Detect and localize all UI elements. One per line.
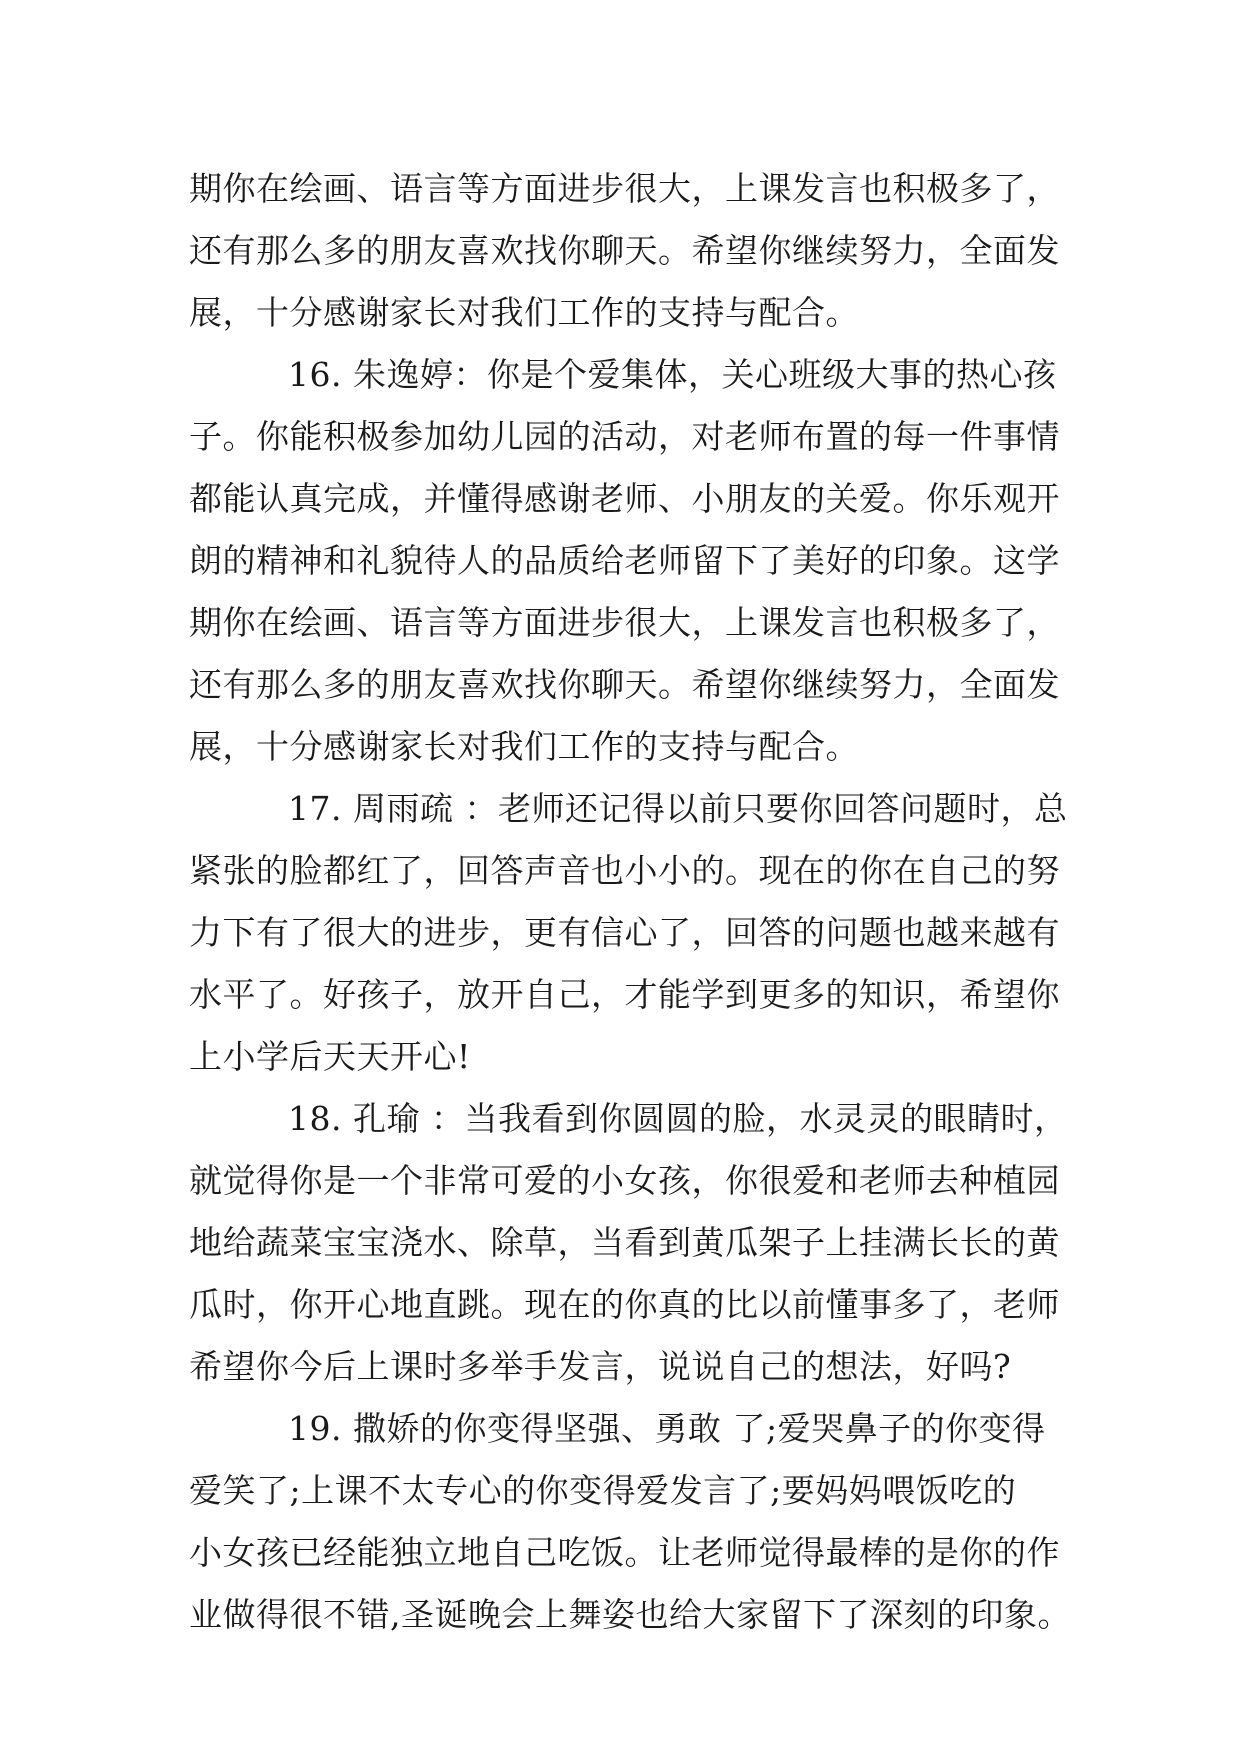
paragraph-17-start: 17. 周雨疏 ：老师还记得以前只要你回答问题时，总 [288, 789, 1068, 828]
text-line: 期你在绘画、语言等方面进步很大，上课发言也积极多了， [189, 169, 1060, 208]
text-line: 展，十分感谢家长对我们工作的支持与配合。 [189, 293, 859, 332]
text-line: 还有那么多的朋友喜欢找你聊天。希望你继续努力，全面发 [189, 231, 1060, 270]
paragraph-16-start: 16. 朱逸婷：你是个爱集体，关心班级大事的热心孩 [288, 355, 1057, 394]
text-line: 紧张的脸都红了，回答声音也小小的。现在的你在自己的努 [189, 851, 1060, 890]
text-line: 就觉得你是一个非常可爱的小女孩，你很爱和老师去种植园 [189, 1161, 1060, 1200]
text-line: 子。你能积极参加幼儿园的活动，对老师布置的每一件事情 [189, 417, 1060, 456]
text-line: 小女孩已经能独立地自己吃饭。让老师觉得最棒的是你的作 [189, 1533, 1060, 1572]
text-line: 水平了。好孩子，放开自己，才能学到更多的知识，希望你 [189, 975, 1060, 1014]
paragraph-18-start: 18. 孔瑜 ：当我看到你圆圆的脸，水灵灵的眼睛时， [288, 1099, 1068, 1138]
text-line: 瓜时，你开心地直跳。现在的你真的比以前懂事多了，老师 [189, 1285, 1060, 1324]
text-line: 希望你今后上课时多举手发言，说说自己的想法，好吗? [189, 1347, 1012, 1386]
text-line: 朗的精神和礼貌待人的品质给老师留下了美好的印象。这学 [189, 541, 1060, 580]
text-line: 地给蔬菜宝宝浇水、除草，当看到黄瓜架子上挂满长长的黄 [189, 1223, 1060, 1262]
text-line: 期你在绘画、语言等方面进步很大，上课发言也积极多了， [189, 603, 1060, 642]
document-body [189, 158, 1071, 1646]
text-line: 上小学后天天开心! [189, 1037, 471, 1076]
text-line: 业做得很不错,圣诞晚会上舞姿也给大家留下了深刻的印象。 [189, 1595, 1071, 1634]
text-line: 还有那么多的朋友喜欢找你聊天。希望你继续努力，全面发 [189, 665, 1060, 704]
text-line: 力下有了很大的进步，更有信心了，回答的问题也越来越有 [189, 913, 1060, 952]
text-line: 展，十分感谢家长对我们工作的支持与配合。 [189, 727, 859, 766]
text-line: 爱笑了;上课不太专心的你变得爱发言了;要妈妈喂饭吃的 [189, 1471, 1017, 1510]
text-line: 都能认真完成，并懂得感谢老师、小朋友的关爱。你乐观开 [189, 479, 1060, 518]
paragraph-19-start: 19. 撒娇的你变得坚强、勇敢 了;爱哭鼻子的你变得 [288, 1409, 1046, 1448]
